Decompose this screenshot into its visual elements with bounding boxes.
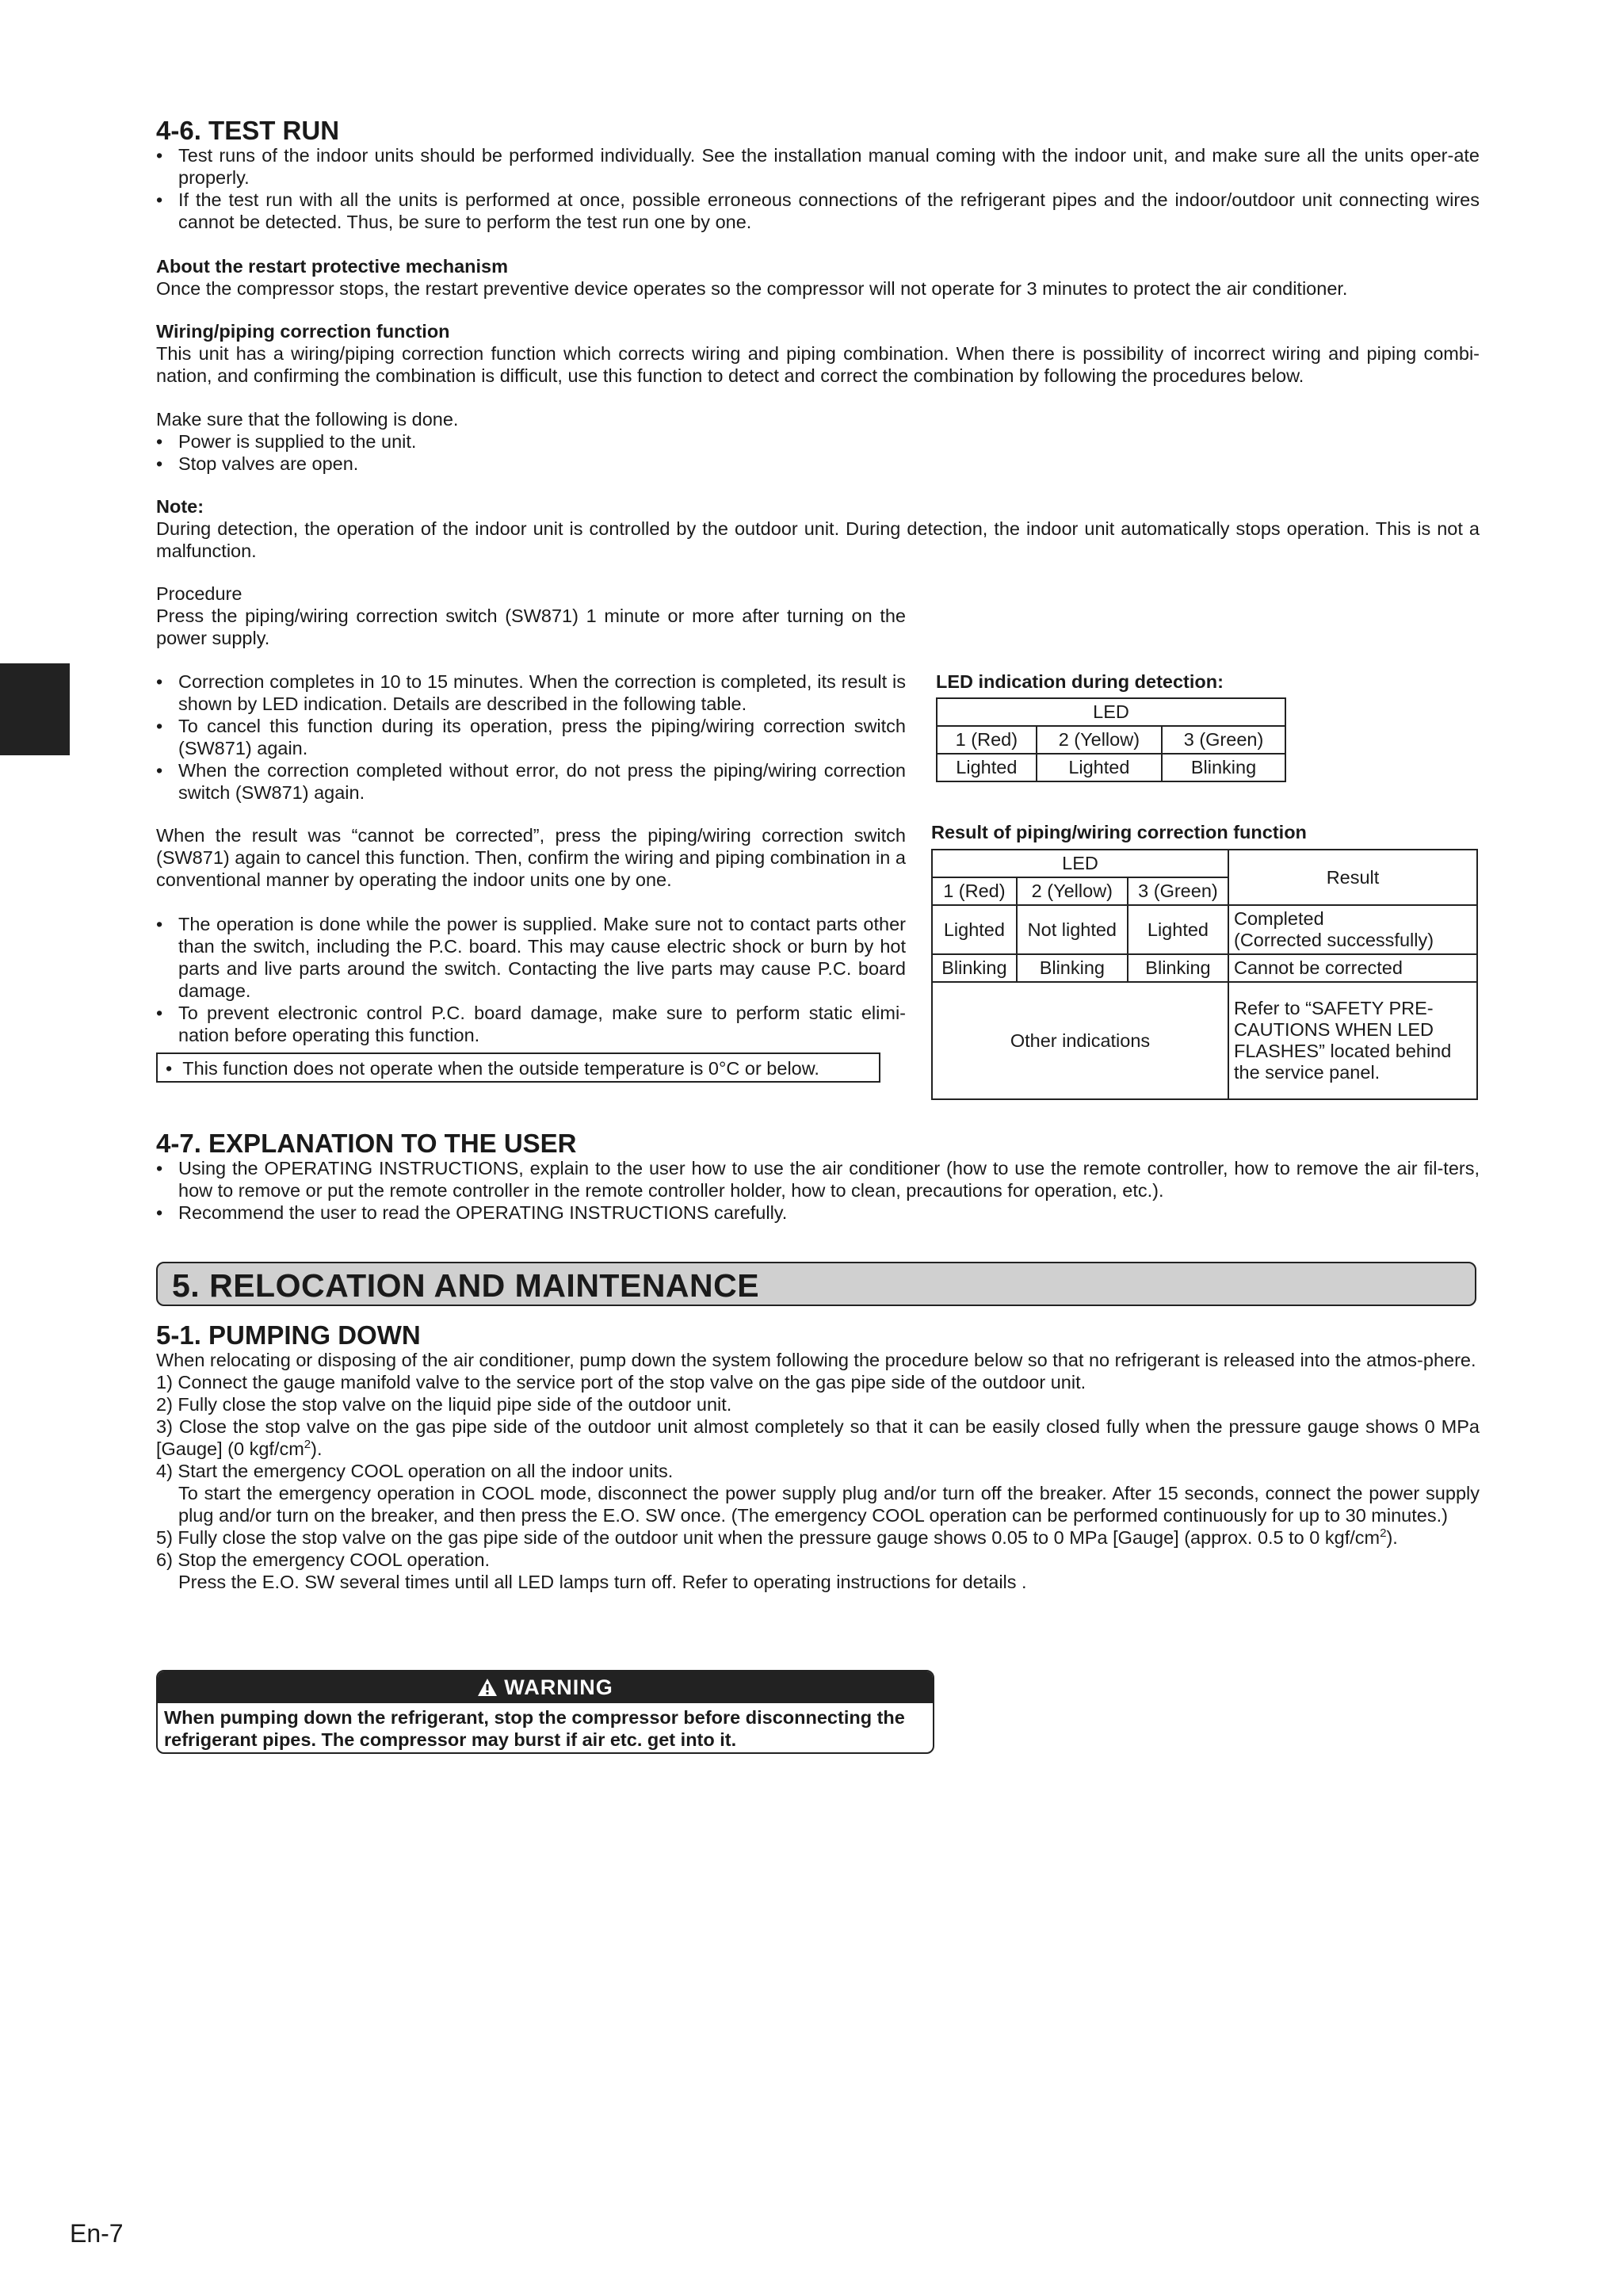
note-section xyxy=(156,495,1480,562)
result-completed-cell xyxy=(1228,905,1477,954)
warning-box xyxy=(156,1670,934,1754)
procedure-section xyxy=(156,583,906,649)
caution-bullet: • The operation is done while the power is supplied. Make sure not to contact parts other than the switch, including the P.C. board. This may cause electric shock or burn by hot parts and live parts around the switch. Contacting the live parts may cause P.C. board damage. xyxy=(156,913,906,1002)
result-col-header: 1 (Red) xyxy=(932,877,1017,905)
led-cell: Blinking xyxy=(1162,754,1285,781)
superscript: 2 xyxy=(304,1438,311,1452)
test-run-bullet: • If the test run with all the units is performed at once, possible erroneous connections of the refrigerant pipes and the indoor/outdoor unit connecting wires cannot be detected. Thus, be sure to perform the test run one by one. xyxy=(156,189,1480,233)
procedure-bullet: • Correction completes in 10 to 15 minutes. When the correction is completed, its result is shown by LED indication. Details are described in the following table. xyxy=(156,670,906,715)
section-5-banner xyxy=(156,1262,1476,1306)
led-col-header: 2 (Yellow) xyxy=(1037,726,1162,754)
pumping-intro: When relocating or disposing of the air conditioner, pump down the system following the procedure below so that no refrigerant is released into the atmos-phere. xyxy=(156,1350,1476,1370)
result-cannot-correct: Cannot be corrected xyxy=(1228,954,1477,982)
section-5-1-title: 5-1. PUMPING DOWN xyxy=(156,1320,421,1350)
test-run-bullet: • Test runs of the indoor units should be performed individually. See the installation manual coming with the indoor unit, and make sure all the units oper-ate properly. xyxy=(156,144,1480,189)
caution-bullet: • To prevent electronic control P.C. board damage, make sure to perform static elimi-nation before operating this function. xyxy=(156,1002,906,1046)
led-cell: Lighted xyxy=(937,754,1037,781)
wiring-heading: Wiring/piping correction function xyxy=(156,321,450,342)
result-other-result: Refer to “SAFETY PRE-CAUTIONS WHEN LED FLASHES” located behind the service panel. xyxy=(1228,982,1477,1099)
bullet-glyph: • xyxy=(166,1058,183,1079)
make-sure-section xyxy=(156,408,1480,475)
pumping-step-continuation: To start the emergency operation in COOL mode, disconnect the power supply plug and/or turn off the breaker. After 15 seconds, connect the power supply plug and/or turn on the breaker, and then press the E.O. SW once. (The emergency COOL operation can be performed continuously for up to 30 minutes.) xyxy=(178,1483,1480,1526)
wiring-text: This unit has a wiring/piping correction function which corrects wiring and piping combination. When there is possibility of incorrect wiring and piping combi-nation, and confirming the combination is difficult, use this function to detect and correct the combination by following the procedures below. xyxy=(156,343,1480,386)
led-col-header: 3 (Green) xyxy=(1162,726,1285,754)
pumping-step: 4) Start the emergency COOL operation on all the indoor units. xyxy=(156,1461,674,1481)
section-4-6-title: 4-6. TEST RUN xyxy=(156,116,340,145)
result-cell: Lighted xyxy=(932,905,1017,954)
result-cell: Blinking xyxy=(1128,954,1228,982)
result-other-indications: Other indications xyxy=(932,982,1228,1099)
temperature-note-box xyxy=(156,1052,880,1083)
result-header: Result xyxy=(1228,850,1477,905)
caution-bullets xyxy=(156,913,906,1046)
pumping-step-5 xyxy=(156,1526,1480,1549)
led-indication-table xyxy=(936,697,1286,782)
led-col-header: 1 (Red) xyxy=(937,726,1037,754)
restart-section xyxy=(156,255,1480,300)
make-sure-item: • Stop valves are open. xyxy=(156,453,1480,475)
section-4-7-title: 4-7. EXPLANATION TO THE USER xyxy=(156,1129,577,1158)
make-sure-item: • Power is supplied to the unit. xyxy=(156,430,1480,453)
note-heading: Note: xyxy=(156,496,204,517)
result-col-header: 3 (Green) xyxy=(1128,877,1228,905)
step-end: ). xyxy=(1386,1527,1398,1548)
page-number: En-7 xyxy=(70,2219,124,2248)
restart-heading: About the restart protective mechanism xyxy=(156,256,508,277)
result-corrected: (Corrected successfully) xyxy=(1234,930,1434,950)
pumping-step: 1) Connect the gauge manifold valve to the service port of the stop valve on the gas pipe side of the outdoor unit. xyxy=(156,1372,1086,1392)
result-led-group-header: LED xyxy=(932,850,1228,877)
step-end: ). xyxy=(311,1438,323,1459)
step-text: 5) Fully close the stop valve on the gas pipe side of the outdoor unit when the pressure gauge shows 0.05 to 0 MPa [Gauge] (approx. 0.5 to 0 kgf/cm xyxy=(156,1527,1381,1548)
result-completed: Completed xyxy=(1234,908,1324,929)
procedure-bullets xyxy=(156,670,906,804)
pumping-step-3 xyxy=(156,1415,1480,1460)
procedure-bullet: • To cancel this function during its operation, press the piping/wiring correction switch (SW871) again. xyxy=(156,715,906,759)
procedure-heading: Procedure xyxy=(156,583,242,604)
explanation-bullets xyxy=(156,1157,1480,1224)
wiring-section xyxy=(156,320,1480,387)
step-text: 3) Close the stop valve on the gas pipe side of the outdoor unit almost completely so that it can be easily closed fully when the pressure gauge shows 0 MPa [Gauge] (0 kgf/cm xyxy=(156,1416,1480,1459)
led-group-header: LED xyxy=(937,698,1285,726)
result-cell: Not lighted xyxy=(1017,905,1128,954)
explanation-bullet: • Recommend the user to read the OPERATING INSTRUCTIONS carefully. xyxy=(156,1201,1480,1224)
procedure-bullet: • When the correction completed without error, do not press the piping/wiring correction switch (SW871) again. xyxy=(156,759,906,804)
pumping-step: 2) Fully close the stop valve on the liquid pipe side of the outdoor unit. xyxy=(156,1394,732,1415)
temperature-note-text: This function does not operate when the outside temperature is 0°C or below. xyxy=(182,1058,819,1079)
pumping-down-body xyxy=(156,1349,1480,1593)
section-5-title: 5. RELOCATION AND MAINTENANCE xyxy=(172,1267,760,1304)
cannot-corrected-text: When the result was “cannot be corrected”, press the piping/wiring correction switch (SW871) again to cancel this function. Then, confirm the wiring and piping combination in a conventional manner by operating the indoor units one by one. xyxy=(156,825,906,890)
warning-label: WARNING xyxy=(504,1675,613,1699)
explanation-bullet: • Using the OPERATING INSTRUCTIONS, explain to the user how to use the air conditioner (how to use the remote controller, how to remove the air fil-ters, how to remove or put the remote controller in the remote controller holder, how to clean, precautions for operation, etc.). xyxy=(156,1157,1480,1201)
warning-triangle-icon xyxy=(477,1678,498,1697)
result-cell: Blinking xyxy=(1017,954,1128,982)
pumping-step: 6) Stop the emergency COOL operation. xyxy=(156,1549,491,1570)
result-cell: Blinking xyxy=(932,954,1017,982)
procedure-text: Press the piping/wiring correction switch (SW871) 1 minute or more after turning on the power supply. xyxy=(156,606,906,648)
result-table-caption: Result of piping/wiring correction function xyxy=(931,822,1307,842)
led-cell: Lighted xyxy=(1037,754,1162,781)
make-sure-text: Make sure that the following is done. xyxy=(156,409,459,430)
test-run-bullets xyxy=(156,144,1480,233)
warning-text: When pumping down the refrigerant, stop the compressor before disconnecting the refrigerant pipes. The compressor may burst if air etc. get into it. xyxy=(164,1707,905,1750)
section-edge-tab xyxy=(0,663,70,755)
result-cell: Lighted xyxy=(1128,905,1228,954)
result-table xyxy=(931,849,1478,1100)
restart-text: Once the compressor stops, the restart preventive device operates so the compressor will not operate for 3 minutes to protect the air conditioner. xyxy=(156,278,1348,299)
warning-header xyxy=(158,1671,933,1703)
note-text: During detection, the operation of the indoor unit is controlled by the outdoor unit. During detection, the indoor unit automatically stops operation. This is not a malfunction. xyxy=(156,518,1480,561)
pumping-step-continuation: Press the E.O. SW several times until all LED lamps turn off. Refer to operating instructions for details . xyxy=(178,1572,1027,1592)
led-table-caption: LED indication during detection: xyxy=(936,671,1224,692)
result-col-header: 2 (Yellow) xyxy=(1017,877,1128,905)
superscript: 2 xyxy=(1380,1526,1387,1541)
